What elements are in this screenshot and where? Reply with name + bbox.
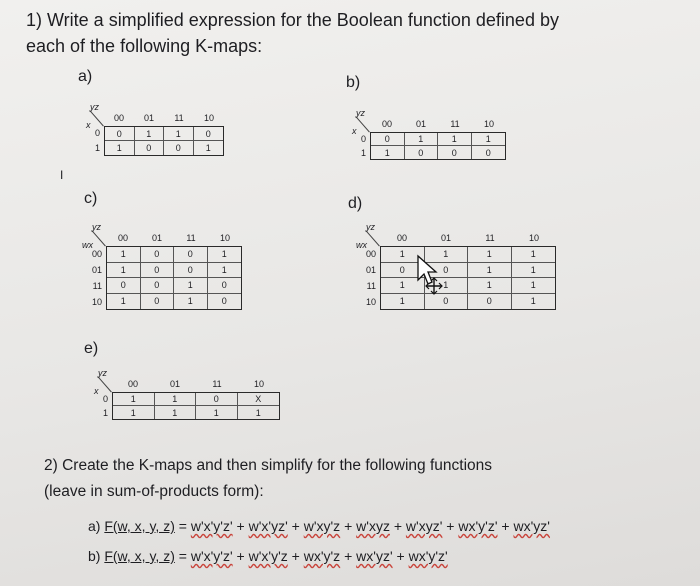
question-2-line-1: 2) Create the K-maps and then simplify for the following functions bbox=[44, 457, 493, 474]
kmap-c-cell: 0 bbox=[141, 278, 175, 294]
kmap-c-cell: 0 bbox=[141, 294, 175, 310]
kmap-d-cell: 0 bbox=[425, 294, 469, 310]
kmap-c-cell: 0 bbox=[141, 247, 175, 263]
kmap-b-col-variable: yz bbox=[356, 108, 365, 118]
kmap-d-label: d) bbox=[348, 195, 363, 212]
kmap-c-cell: 1 bbox=[208, 247, 242, 263]
function-a-equals: = bbox=[174, 518, 191, 534]
kmap-b-corner-diagonal bbox=[355, 116, 370, 133]
term-plus: + bbox=[442, 518, 459, 534]
kmap-a-row-variable: x bbox=[86, 120, 91, 130]
kmap-e-cell: 1 bbox=[113, 406, 155, 419]
kmap-e-label: e) bbox=[84, 340, 99, 357]
kmap-a-cell: 1 bbox=[205, 143, 211, 153]
minterm: w'x'y'z' bbox=[190, 548, 233, 564]
minterm: wx'y'z' bbox=[408, 548, 448, 564]
kmap-c bbox=[80, 222, 244, 312]
kmap-c-row-header: 01 bbox=[91, 264, 102, 275]
kmap-a-row-header: 0 bbox=[94, 128, 100, 138]
kmap-e-cell: 1 bbox=[196, 406, 238, 419]
kmap-d-cell: 0 bbox=[381, 263, 425, 279]
function-a bbox=[88, 518, 550, 534]
kmap-b-cell: 0 bbox=[438, 146, 472, 159]
kmap-e-col-header: 11 bbox=[212, 379, 222, 389]
minterm: w'x'y'z' bbox=[190, 518, 233, 534]
kmap-b-cell: 0 bbox=[371, 133, 405, 146]
kmap-a-cell: 0 bbox=[194, 127, 224, 141]
kmap-d bbox=[346, 222, 558, 312]
term-plus: + bbox=[287, 518, 304, 534]
term-plus: + bbox=[340, 518, 357, 534]
kmap-b-col-header: 11 bbox=[450, 119, 460, 129]
function-b bbox=[88, 548, 448, 564]
kmap-a-grid bbox=[104, 126, 224, 156]
kmap-d-cell: 1 bbox=[468, 247, 512, 263]
kmap-a-corner bbox=[80, 102, 104, 130]
kmap-d-row-header: 00 bbox=[365, 248, 376, 259]
kmap-c-cell: 1 bbox=[107, 263, 141, 279]
kmap-b-corner bbox=[348, 108, 370, 136]
kmap-d-grid bbox=[380, 246, 556, 310]
kmap-c-cell: 0 bbox=[174, 263, 208, 279]
kmap-e-grid bbox=[112, 392, 280, 420]
kmap-c-row-header: 00 bbox=[91, 248, 102, 259]
question-1-line-1: 1) Write a simplified expression for the Boolean function defined by bbox=[26, 10, 559, 30]
function-a-name: F(w, x, y, z) bbox=[104, 518, 175, 534]
kmap-a-label: a) bbox=[78, 68, 93, 85]
kmap-c-cell: 0 bbox=[107, 278, 141, 294]
kmap-c-row-header: 11 bbox=[92, 280, 102, 291]
kmap-d-cell: 1 bbox=[425, 247, 469, 263]
move-cursor-icon bbox=[414, 254, 450, 298]
kmap-d-cell: 1 bbox=[425, 278, 469, 294]
minterm: wx'y'z bbox=[303, 548, 341, 564]
kmap-d-cell: 1 bbox=[468, 263, 512, 279]
kmap-e bbox=[88, 368, 282, 422]
kmap-a-col-variable: yz bbox=[90, 102, 99, 112]
kmap-e-cell: 1 bbox=[155, 393, 197, 406]
term-plus: + bbox=[389, 518, 406, 534]
kmap-b-cell: 1 bbox=[472, 133, 506, 146]
kmap-e-row-variable: x bbox=[94, 386, 99, 396]
kmap-d-corner bbox=[346, 222, 380, 250]
kmap-c-col-header: 01 bbox=[151, 233, 162, 243]
kmap-c-corner bbox=[80, 222, 106, 250]
minterm: w'x'y'z bbox=[248, 548, 288, 564]
kmap-d-row-header: 01 bbox=[365, 264, 376, 275]
kmap-d-cell: 0 bbox=[425, 263, 469, 279]
kmap-c-cell: 1 bbox=[174, 278, 208, 294]
kmap-c-cell: 1 bbox=[174, 294, 208, 310]
kmap-a-corner-diagonal bbox=[89, 110, 104, 127]
term-plus: + bbox=[340, 548, 357, 564]
kmap-e-row-header: 0 bbox=[102, 393, 108, 404]
function-a-terms bbox=[191, 518, 550, 534]
term-plus: + bbox=[392, 548, 409, 564]
kmap-e-corner-diagonal bbox=[97, 376, 112, 393]
kmap-d-col-header: 01 bbox=[440, 233, 451, 243]
kmap-c-cell: 0 bbox=[174, 247, 208, 263]
kmap-b-cell: 1 bbox=[405, 133, 439, 146]
kmap-b-label: b) bbox=[346, 74, 361, 91]
kmap-c-cell: 1 bbox=[107, 294, 141, 310]
kmap-e-col-header: 10 bbox=[253, 379, 264, 389]
kmap-d-cell: 1 bbox=[381, 247, 425, 263]
kmap-b-col-header: 10 bbox=[483, 119, 494, 129]
kmap-b bbox=[348, 108, 508, 162]
minterm: wx'yz' bbox=[356, 548, 393, 564]
kmap-c-cell: 0 bbox=[208, 278, 242, 294]
kmap-d-cell: 0 bbox=[468, 294, 512, 310]
kmap-c-label: c) bbox=[84, 190, 98, 207]
kmap-a-row-header: 1 bbox=[94, 143, 100, 153]
function-b-prefix: b) bbox=[88, 548, 105, 564]
kmap-d-col-header: 11 bbox=[485, 233, 495, 243]
kmap-b-grid bbox=[370, 132, 506, 160]
minterm: w'xy'z bbox=[303, 518, 341, 534]
kmap-e-cell: 1 bbox=[255, 407, 261, 418]
kmap-d-corner-diagonal bbox=[365, 230, 380, 247]
kmap-b-row-header: 0 bbox=[360, 133, 366, 144]
question-2-line-2: (leave in sum-of-products form): bbox=[44, 483, 264, 500]
kmap-a-cell: 0 bbox=[105, 127, 135, 141]
kmap-b-cell: 1 bbox=[438, 133, 472, 146]
kmap-d-col-header: 00 bbox=[396, 233, 407, 243]
kmap-c-col-header: 10 bbox=[219, 233, 230, 243]
kmap-d-cell: 1 bbox=[381, 278, 425, 294]
kmap-d-cell: 1 bbox=[512, 247, 556, 263]
kmap-b-cell: 0 bbox=[485, 147, 491, 158]
kmap-d-cell: 1 bbox=[468, 278, 512, 294]
kmap-a-cell: 1 bbox=[135, 127, 165, 141]
stray-mark: I bbox=[60, 168, 64, 182]
kmap-c-row-header: 10 bbox=[91, 296, 102, 307]
kmap-a bbox=[80, 102, 226, 158]
kmap-c-grid bbox=[106, 246, 242, 310]
minterm: wx'yz' bbox=[513, 518, 550, 534]
minterm: w'xyz bbox=[356, 518, 390, 534]
kmap-b-cell: 0 bbox=[405, 146, 439, 159]
kmap-c-cell: 0 bbox=[141, 263, 175, 279]
question-1-line-2: each of the following K-maps: bbox=[26, 36, 263, 56]
kmap-a-col-header: 00 bbox=[113, 113, 124, 123]
function-b-equals: = bbox=[174, 548, 191, 564]
kmap-d-row-header: 10 bbox=[365, 296, 376, 307]
kmap-d-row-header: 11 bbox=[366, 280, 376, 291]
kmap-a-col-header: 01 bbox=[143, 113, 154, 123]
kmap-c-col-header: 00 bbox=[117, 233, 128, 243]
term-plus: + bbox=[232, 548, 249, 564]
kmap-b-col-header: 00 bbox=[381, 119, 392, 129]
kmap-a-cell: 0 bbox=[135, 141, 165, 155]
kmap-a-cell: 0 bbox=[164, 141, 194, 155]
function-b-name: F(w, x, y, z) bbox=[104, 548, 175, 564]
kmap-a-col-header: 10 bbox=[203, 113, 214, 123]
kmap-e-col-header: 01 bbox=[169, 379, 180, 389]
kmap-c-corner-diagonal bbox=[91, 230, 106, 247]
kmap-e-row-header: 1 bbox=[102, 407, 108, 418]
kmap-d-col-variable: yz bbox=[366, 222, 375, 232]
kmap-b-row-variable: x bbox=[352, 126, 357, 136]
kmap-d-cell: 1 bbox=[512, 263, 556, 279]
minterm: wx'y'z' bbox=[458, 518, 498, 534]
kmap-c-row-variable: wx bbox=[82, 240, 93, 250]
kmap-d-cell: 1 bbox=[381, 294, 425, 310]
term-plus: + bbox=[497, 518, 514, 534]
kmap-b-col-header: 01 bbox=[415, 119, 426, 129]
kmap-e-col-variable: yz bbox=[98, 368, 107, 378]
term-plus: + bbox=[287, 548, 304, 564]
kmap-d-cell: 1 bbox=[512, 278, 556, 294]
kmap-d-cell: 1 bbox=[530, 296, 536, 307]
minterm: w'x'yz' bbox=[248, 518, 288, 534]
kmap-a-col-header: 11 bbox=[174, 113, 184, 123]
minterm: w'xyz' bbox=[405, 518, 443, 534]
kmap-d-col-header: 10 bbox=[528, 233, 539, 243]
kmap-e-cell: X bbox=[238, 393, 280, 406]
kmap-e-col-header: 00 bbox=[127, 379, 138, 389]
function-a-prefix: a) bbox=[88, 518, 105, 534]
kmap-c-cell: 0 bbox=[221, 296, 227, 307]
kmap-c-cell: 1 bbox=[107, 247, 141, 263]
kmap-e-cell: 0 bbox=[196, 393, 238, 406]
function-b-terms bbox=[191, 548, 448, 564]
kmap-d-row-variable: wx bbox=[356, 240, 367, 250]
kmap-b-row-header: 1 bbox=[360, 147, 366, 158]
kmap-b-cell: 1 bbox=[371, 146, 405, 159]
kmap-c-cell: 1 bbox=[208, 263, 242, 279]
kmap-c-col-variable: yz bbox=[92, 222, 101, 232]
kmap-a-cell: 1 bbox=[164, 127, 194, 141]
term-plus: + bbox=[232, 518, 249, 534]
kmap-a-cell: 1 bbox=[105, 141, 135, 155]
kmap-e-cell: 1 bbox=[155, 406, 197, 419]
kmap-e-cell: 1 bbox=[113, 393, 155, 406]
kmap-e-corner bbox=[88, 368, 112, 396]
kmap-c-col-header: 11 bbox=[186, 233, 196, 243]
